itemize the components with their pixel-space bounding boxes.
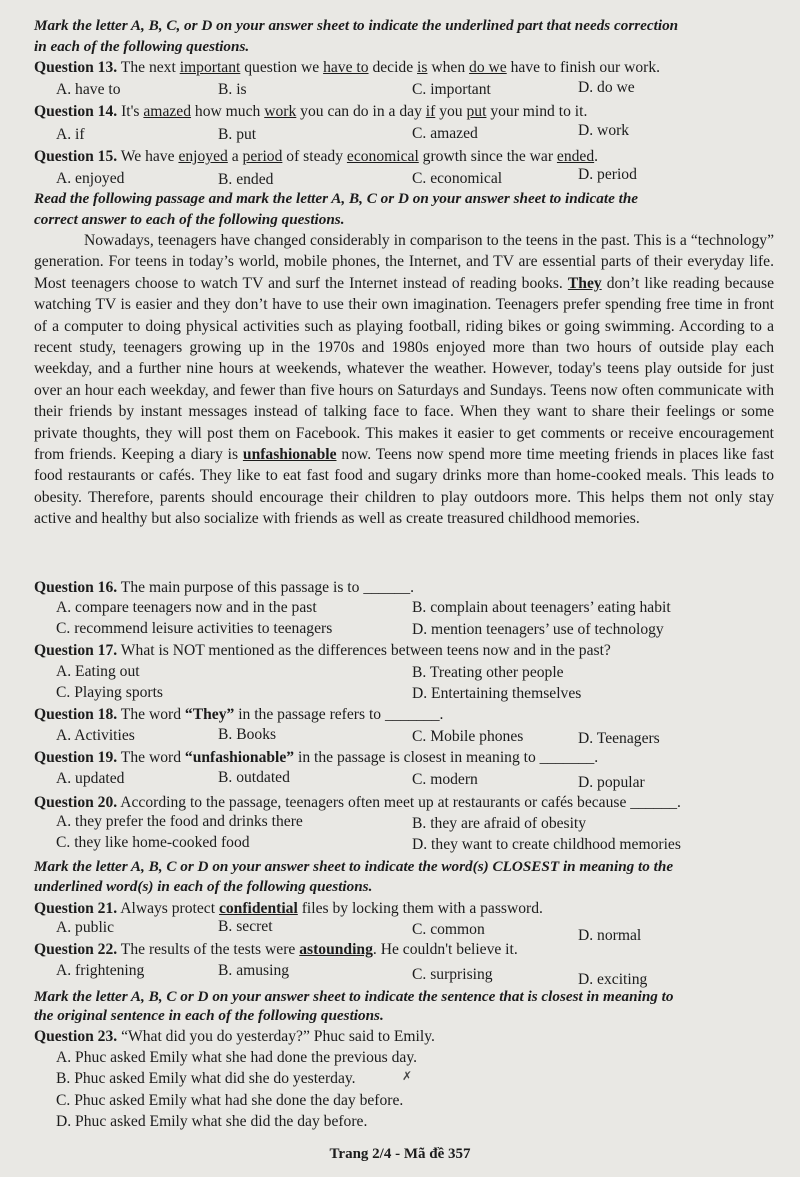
q22-option-b: B. amusing [218, 962, 290, 979]
question-14: Question 14. It's amazed how much work you can do in a day if you put your mind to it. [34, 103, 588, 120]
q13-option-b: B. is [218, 81, 247, 98]
q17-option-a: A. Eating out [56, 663, 140, 680]
q21-option-d: D. normal [578, 927, 642, 944]
q23-option-a: A. Phuc asked Emily what she had done the previous day. [56, 1049, 418, 1066]
q14-option-a: A. if [56, 126, 85, 143]
page-footer: Trang 2/4 - Mã đề 357 [329, 1146, 471, 1162]
instruction-closest-word-line1: Mark the letter A, B, C or D on your answer sheet to indicate the word(s) CLOSEST in meaning to the [34, 858, 674, 875]
q18-option-c: C. Mobile phones [412, 728, 524, 745]
q18-option-a: A. Activities [56, 727, 135, 744]
q14-option-d: D. work [578, 122, 630, 139]
question-15: Question 15. We have enjoyed a period of steady economical growth since the war ended. [34, 148, 599, 165]
q18-option-d: D. Teenagers [578, 730, 660, 747]
passage-word-unfashionable: unfashionable [242, 446, 337, 464]
q23-option-c: C. Phuc asked Emily what had she done the day before. [56, 1092, 404, 1109]
instruction-reading-line2: correct answer to each of the following questions. [34, 211, 345, 228]
q22-option-c: C. surprising [412, 966, 493, 983]
question-16: Question 16. The main purpose of this passage is to ______. [34, 579, 415, 596]
question-22: Question 22. The results of the tests were astounding. He couldn't believe it. [34, 941, 518, 958]
q23-option-b: B. Phuc asked Emily what did she do yesterday. [56, 1070, 356, 1087]
question-20: Question 20. According to the passage, teenagers often meet up at restaurants or cafés because ______. [34, 794, 681, 811]
q20-option-b: B. they are afraid of obesity [412, 815, 587, 832]
q16-option-d: D. mention teenagers’ use of technology [412, 621, 664, 638]
q20-option-a: A. they prefer the food and drinks there [56, 813, 303, 830]
q19-option-b: B. outdated [218, 769, 290, 786]
question-13: Question 13. The next important question we have to decide is when do we have to finish our work. [34, 59, 661, 76]
q20-option-d: D. they want to create childhood memories [412, 836, 681, 853]
q15-option-c: C. economical [412, 170, 503, 187]
q16-option-c: C. recommend leisure activities to teenagers [56, 620, 333, 637]
q17-option-c: C. Playing sports [56, 684, 164, 701]
instruction-closest-sentence-line1: Mark the letter A, B, C or D on your answer sheet to indicate the sentence that is closest in meaning to [34, 988, 674, 1005]
q15-option-a: A. enjoyed [56, 170, 125, 187]
q15-option-d: D. period [578, 166, 637, 183]
instruction-closest-word-line2: underlined word(s) in each of the following questions. [34, 878, 373, 895]
question-21: Question 21. Always protect confidential files by locking them with a password. [34, 900, 543, 917]
q17-option-b: B. Treating other people [412, 664, 564, 681]
q13-option-c: C. important [412, 81, 491, 98]
q18-option-b: B. Books [218, 726, 277, 743]
instruction-correction-line1: Mark the letter A, B, C, or D on your answer sheet to indicate the underlined part that needs correction [34, 17, 679, 34]
passage-word-they: They [567, 274, 602, 292]
q17-option-d: D. Entertaining themselves [412, 685, 582, 702]
q16-option-b: B. complain about teenagers’ eating habit [412, 599, 671, 616]
question-19: Question 19. The word “unfashionable” in the passage is closest in meaning to _______. [34, 749, 599, 766]
reading-passage: Nowadays, teenagers have changed considerably in comparison to the teens in the past. This is a “technology” generation. For teens in today’s world, mobile phones, the Internet, and TV are essential parts of their everyday life. Most teenagers choose to watch TV and surf the Internet instead of reading books. They don’t like reading because watching TV is easier and they don’t have to use their own imagination. Teenagers prefer spending free time in front of a computer to doing physical activities such as playing football, riding bikes or going swimming. According to a recent study, teenagers growing up in the 1970s and 1980s enjoyed more than two hours of outside play each weekday, and a further nine hours at weekends, whatever the weather. However, today's teens play outside for just over an hour each weekday, and fewer than five hours on Saturdays and Sundays. Teens now often communicate with their friends by instant messages instead of talking face to face. When they want to share their feelings or some private thoughts, they will post them on Facebook. This makes it easier to get comments or receive encouragement from friends. Keeping a diary is unfashionable now. Teens now spend more time meeting friends in places like fast food restaurants or cafés. They like to eat fast food and sugary drinks more than home-cooked meals. This leads to obesity. Therefore, parents should encourage their children to play outdoors more. This helps them not only stay active and healthy but also socialize with friends as well as create treasured childhood memories. [34, 232, 775, 528]
instruction-correction-line2: in each of the following questions. [34, 38, 250, 55]
q19-option-a: A. updated [56, 770, 125, 787]
q20-option-c: C. they like home-cooked food [56, 834, 250, 851]
q15-option-b: B. ended [218, 171, 274, 188]
q14-option-c: C. amazed [412, 125, 478, 142]
q13-option-a: A. have to [56, 81, 121, 98]
q22-option-a: A. frightening [56, 962, 145, 979]
question-18: Question 18. The word “They” in the passage refers to _______. [34, 706, 444, 723]
handwritten-check-mark: ✗ [402, 1069, 413, 1083]
instruction-reading-line1: Read the following passage and mark the letter A, B, C or D on your answer sheet to indicate the [34, 190, 639, 207]
q21-option-c: C. common [412, 921, 485, 938]
question-17: Question 17. What is NOT mentioned as the differences between teens now and in the past? [34, 642, 611, 659]
q19-option-d: D. popular [578, 774, 645, 791]
q14-option-b: B. put [218, 126, 257, 143]
question-23: Question 23. “What did you do yesterday?” Phuc said to Emily. [34, 1028, 435, 1045]
q21-option-a: A. public [56, 919, 115, 936]
q21-option-b: B. secret [218, 918, 273, 935]
q19-option-c: C. modern [412, 771, 478, 788]
q16-option-a: A. compare teenagers now and in the past [56, 599, 317, 616]
q23-option-d: D. Phuc asked Emily what she did the day before. [56, 1113, 368, 1130]
q13-option-d: D. do we [578, 79, 635, 96]
instruction-closest-sentence-line2: the original sentence in each of the following questions. [34, 1007, 384, 1024]
q22-option-d: D. exciting [578, 971, 648, 988]
